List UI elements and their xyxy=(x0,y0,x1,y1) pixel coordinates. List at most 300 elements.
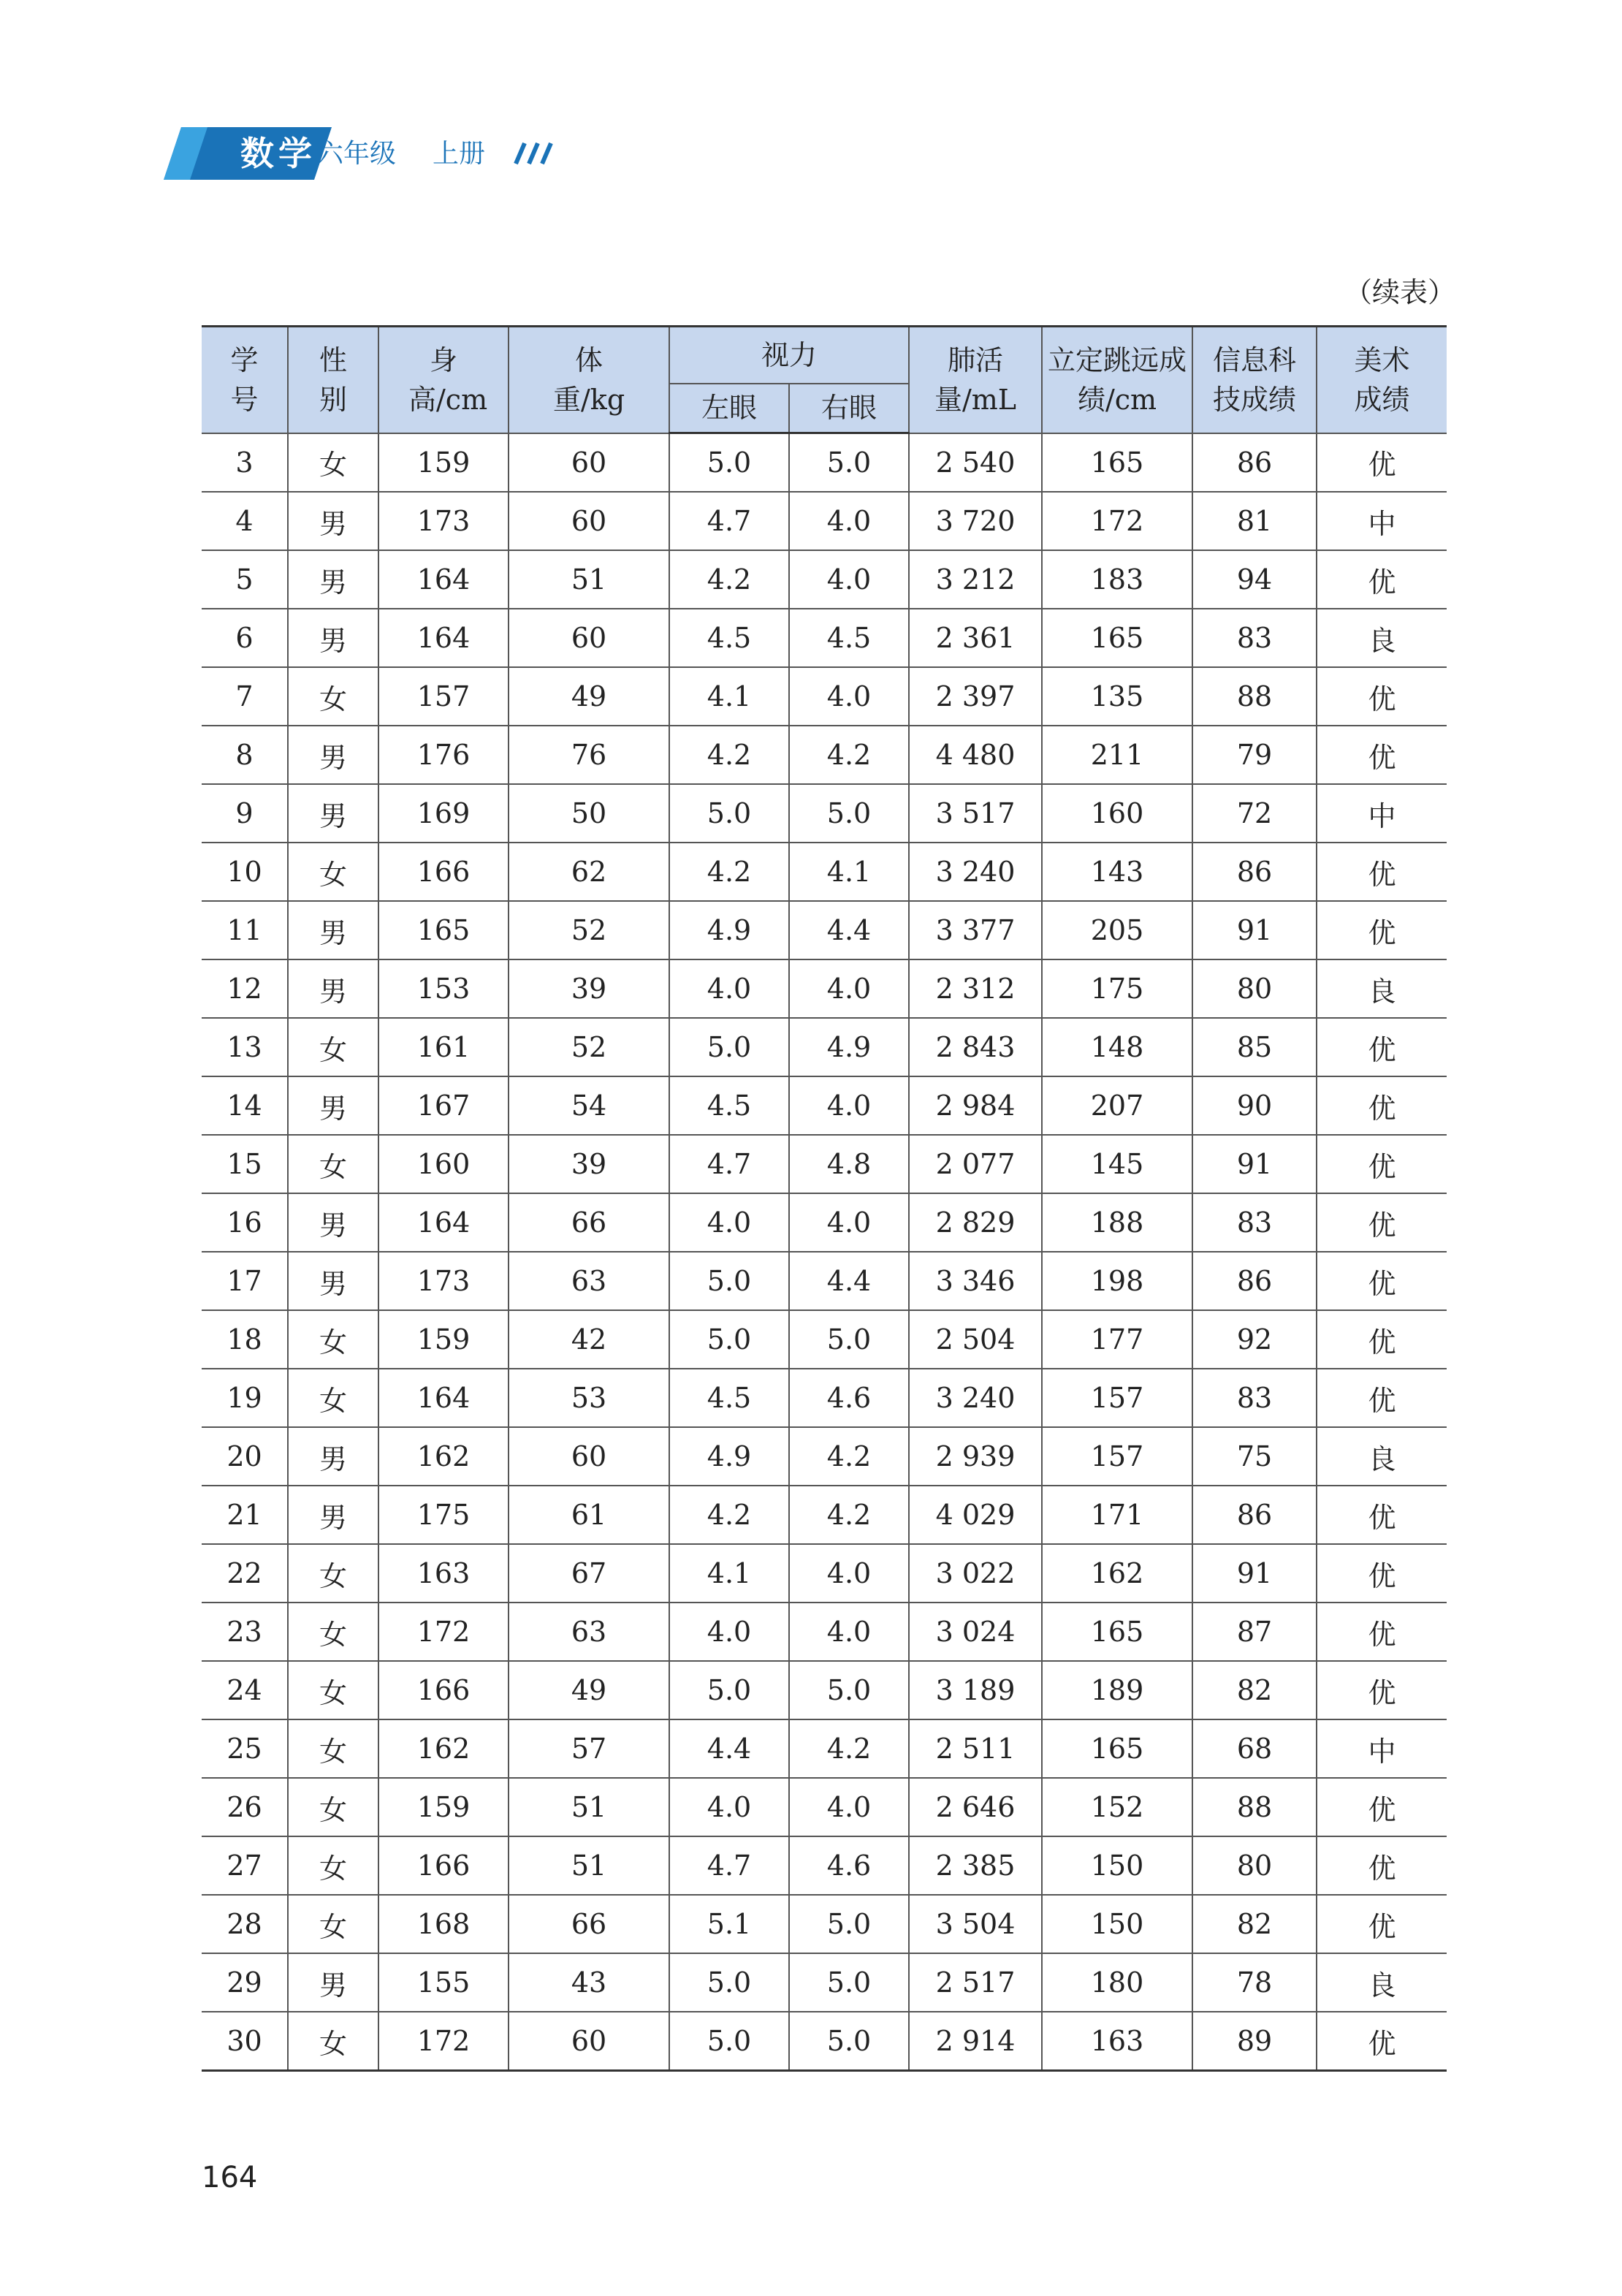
table-row xyxy=(202,1836,1447,1895)
table-row xyxy=(202,1603,1447,1661)
cell-long-jump: 205 xyxy=(1042,901,1192,959)
cell-lung-capacity: 2 511 xyxy=(909,1719,1042,1778)
cell-lung-capacity: 2 939 xyxy=(909,1427,1042,1486)
cell-long-jump: 157 xyxy=(1042,1427,1192,1486)
cell-student-id: 28 xyxy=(202,1895,288,1953)
cell-height: 164 xyxy=(378,609,509,667)
cell-right-eye: 4.2 xyxy=(789,1486,909,1544)
cell-art-grade: 优 xyxy=(1317,1661,1447,1719)
table-row xyxy=(202,726,1447,784)
cell-height: 176 xyxy=(378,726,509,784)
cell-height: 165 xyxy=(378,901,509,959)
cell-right-eye: 4.0 xyxy=(789,1778,909,1836)
cell-it-score: 92 xyxy=(1192,1310,1317,1369)
cell-it-score: 83 xyxy=(1192,1193,1317,1252)
table-row xyxy=(202,1719,1447,1778)
cell-height: 159 xyxy=(378,433,509,493)
cell-left-eye: 5.1 xyxy=(669,1895,789,1953)
cell-lung-capacity: 3 346 xyxy=(909,1252,1042,1310)
cell-student-id: 20 xyxy=(202,1427,288,1486)
cell-weight: 50 xyxy=(509,784,669,843)
cell-weight: 53 xyxy=(509,1369,669,1427)
cell-it-score: 68 xyxy=(1192,1719,1317,1778)
cell-student-id: 26 xyxy=(202,1778,288,1836)
cell-gender: 男 xyxy=(288,609,378,667)
cell-art-grade: 优 xyxy=(1317,1076,1447,1135)
cell-student-id: 25 xyxy=(202,1719,288,1778)
header-gender: 性别 xyxy=(288,327,378,433)
cell-it-score: 89 xyxy=(1192,2012,1317,2071)
cell-art-grade: 优 xyxy=(1317,1895,1447,1953)
cell-lung-capacity: 3 720 xyxy=(909,492,1042,550)
cell-height: 166 xyxy=(378,1661,509,1719)
cell-gender: 女 xyxy=(288,1369,378,1427)
cell-right-eye: 5.0 xyxy=(789,433,909,493)
cell-gender: 女 xyxy=(288,1018,378,1076)
table-row xyxy=(202,901,1447,959)
cell-it-score: 86 xyxy=(1192,433,1317,493)
cell-left-eye: 5.0 xyxy=(669,2012,789,2071)
cell-art-grade: 良 xyxy=(1317,959,1447,1018)
cell-right-eye: 5.0 xyxy=(789,1661,909,1719)
cell-long-jump: 165 xyxy=(1042,1603,1192,1661)
cell-gender: 男 xyxy=(288,1427,378,1486)
cell-left-eye: 5.0 xyxy=(669,1310,789,1369)
cell-left-eye: 4.5 xyxy=(669,1076,789,1135)
cell-gender: 女 xyxy=(288,433,378,493)
cell-long-jump: 211 xyxy=(1042,726,1192,784)
cell-student-id: 14 xyxy=(202,1076,288,1135)
cell-long-jump: 145 xyxy=(1042,1135,1192,1193)
table-row xyxy=(202,1544,1447,1603)
subject-title: 数学 xyxy=(240,134,316,173)
cell-lung-capacity: 4 029 xyxy=(909,1486,1042,1544)
header-lung-capacity: 肺活量/mL xyxy=(909,327,1042,433)
cell-left-eye: 4.2 xyxy=(669,1486,789,1544)
cell-left-eye: 4.1 xyxy=(669,1544,789,1603)
table-row xyxy=(202,609,1447,667)
cell-weight: 43 xyxy=(509,1953,669,2012)
cell-left-eye: 4.9 xyxy=(669,901,789,959)
cell-weight: 39 xyxy=(509,959,669,1018)
cell-weight: 60 xyxy=(509,492,669,550)
cell-weight: 57 xyxy=(509,1719,669,1778)
cell-right-eye: 4.4 xyxy=(789,901,909,959)
cell-it-score: 82 xyxy=(1192,1895,1317,1953)
cell-lung-capacity: 2 504 xyxy=(909,1310,1042,1369)
cell-height: 173 xyxy=(378,1252,509,1310)
cell-right-eye: 4.0 xyxy=(789,1076,909,1135)
cell-left-eye: 4.5 xyxy=(669,609,789,667)
student-data-table xyxy=(202,325,1447,2072)
header-it-score: 信息科技成绩 xyxy=(1192,327,1317,433)
cell-long-jump: 172 xyxy=(1042,492,1192,550)
cell-weight: 60 xyxy=(509,433,669,493)
cell-it-score: 90 xyxy=(1192,1076,1317,1135)
volume-label: 上册 xyxy=(433,139,486,169)
cell-art-grade: 良 xyxy=(1317,609,1447,667)
cell-right-eye: 4.0 xyxy=(789,1603,909,1661)
cell-height: 175 xyxy=(378,1486,509,1544)
cell-gender: 男 xyxy=(288,1193,378,1252)
cell-weight: 60 xyxy=(509,2012,669,2071)
cell-lung-capacity: 3 212 xyxy=(909,550,1042,609)
cell-right-eye: 5.0 xyxy=(789,1895,909,1953)
cell-art-grade: 优 xyxy=(1317,1018,1447,1076)
cell-left-eye: 4.2 xyxy=(669,726,789,784)
cell-right-eye: 4.0 xyxy=(789,667,909,726)
cell-it-score: 87 xyxy=(1192,1603,1317,1661)
cell-it-score: 81 xyxy=(1192,492,1317,550)
cell-left-eye: 4.0 xyxy=(669,1778,789,1836)
cell-art-grade: 中 xyxy=(1317,492,1447,550)
header-long-jump: 立定跳远成绩/cm xyxy=(1042,327,1192,433)
cell-weight: 76 xyxy=(509,726,669,784)
cell-it-score: 80 xyxy=(1192,959,1317,1018)
cell-it-score: 82 xyxy=(1192,1661,1317,1719)
cell-student-id: 24 xyxy=(202,1661,288,1719)
cell-long-jump: 150 xyxy=(1042,1895,1192,1953)
cell-height: 168 xyxy=(378,1895,509,1953)
cell-lung-capacity: 2 517 xyxy=(909,1953,1042,2012)
cell-it-score: 72 xyxy=(1192,784,1317,843)
cell-lung-capacity: 2 077 xyxy=(909,1135,1042,1193)
cell-gender: 女 xyxy=(288,1778,378,1836)
cell-gender: 女 xyxy=(288,2012,378,2071)
cell-lung-capacity: 2 397 xyxy=(909,667,1042,726)
cell-height: 166 xyxy=(378,843,509,901)
cell-lung-capacity: 2 843 xyxy=(909,1018,1042,1076)
cell-long-jump: 171 xyxy=(1042,1486,1192,1544)
cell-long-jump: 175 xyxy=(1042,959,1192,1018)
cell-it-score: 91 xyxy=(1192,1135,1317,1193)
cell-weight: 42 xyxy=(509,1310,669,1369)
cell-gender: 男 xyxy=(288,726,378,784)
table-row xyxy=(202,1310,1447,1369)
cell-it-score: 86 xyxy=(1192,843,1317,901)
cell-left-eye: 4.2 xyxy=(669,843,789,901)
cell-gender: 女 xyxy=(288,667,378,726)
cell-it-score: 88 xyxy=(1192,1778,1317,1836)
cell-student-id: 13 xyxy=(202,1018,288,1076)
cell-lung-capacity: 3 517 xyxy=(909,784,1042,843)
cell-long-jump: 148 xyxy=(1042,1018,1192,1076)
cell-student-id: 19 xyxy=(202,1369,288,1427)
cell-lung-capacity: 2 646 xyxy=(909,1778,1042,1836)
cell-lung-capacity: 2 829 xyxy=(909,1193,1042,1252)
cell-student-id: 7 xyxy=(202,667,288,726)
cell-it-score: 80 xyxy=(1192,1836,1317,1895)
cell-gender: 女 xyxy=(288,1836,378,1895)
cell-gender: 男 xyxy=(288,1252,378,1310)
cell-long-jump: 157 xyxy=(1042,1369,1192,1427)
cell-gender: 女 xyxy=(288,1603,378,1661)
cell-left-eye: 5.0 xyxy=(669,784,789,843)
cell-weight: 51 xyxy=(509,1778,669,1836)
cell-student-id: 4 xyxy=(202,492,288,550)
cell-weight: 63 xyxy=(509,1603,669,1661)
cell-lung-capacity: 3 240 xyxy=(909,1369,1042,1427)
cell-left-eye: 4.1 xyxy=(669,667,789,726)
cell-student-id: 22 xyxy=(202,1544,288,1603)
cell-art-grade: 优 xyxy=(1317,1603,1447,1661)
cell-art-grade: 优 xyxy=(1317,1486,1447,1544)
cell-student-id: 16 xyxy=(202,1193,288,1252)
cell-long-jump: 189 xyxy=(1042,1661,1192,1719)
cell-weight: 62 xyxy=(509,843,669,901)
cell-it-score: 91 xyxy=(1192,1544,1317,1603)
cell-art-grade: 优 xyxy=(1317,1836,1447,1895)
cell-weight: 39 xyxy=(509,1135,669,1193)
table-body xyxy=(202,433,1447,2071)
header-art-grade: 美术成绩 xyxy=(1317,327,1447,433)
cell-gender: 女 xyxy=(288,1544,378,1603)
cell-it-score: 75 xyxy=(1192,1427,1317,1486)
cell-height: 157 xyxy=(378,667,509,726)
cell-weight: 66 xyxy=(509,1193,669,1252)
cell-art-grade: 优 xyxy=(1317,550,1447,609)
table-row xyxy=(202,2012,1447,2071)
cell-student-id: 10 xyxy=(202,843,288,901)
cell-it-score: 83 xyxy=(1192,1369,1317,1427)
table-row xyxy=(202,1661,1447,1719)
cell-long-jump: 207 xyxy=(1042,1076,1192,1135)
cell-art-grade: 优 xyxy=(1317,1310,1447,1369)
cell-right-eye: 4.9 xyxy=(789,1018,909,1076)
cell-lung-capacity: 3 240 xyxy=(909,843,1042,901)
table-row xyxy=(202,1369,1447,1427)
cell-gender: 女 xyxy=(288,1719,378,1778)
cell-height: 160 xyxy=(378,1135,509,1193)
cell-student-id: 27 xyxy=(202,1836,288,1895)
cell-lung-capacity: 3 189 xyxy=(909,1661,1042,1719)
cell-gender: 男 xyxy=(288,959,378,1018)
cell-it-score: 94 xyxy=(1192,550,1317,609)
cell-weight: 60 xyxy=(509,1427,669,1486)
cell-art-grade: 优 xyxy=(1317,1369,1447,1427)
cell-student-id: 29 xyxy=(202,1953,288,2012)
cell-art-grade: 优 xyxy=(1317,1135,1447,1193)
cell-height: 172 xyxy=(378,2012,509,2071)
cell-gender: 男 xyxy=(288,784,378,843)
cell-lung-capacity: 2 312 xyxy=(909,959,1042,1018)
cell-gender: 男 xyxy=(288,1076,378,1135)
cell-long-jump: 160 xyxy=(1042,784,1192,843)
cell-left-eye: 4.2 xyxy=(669,550,789,609)
cell-art-grade: 优 xyxy=(1317,1252,1447,1310)
cell-gender: 女 xyxy=(288,1661,378,1719)
table-row xyxy=(202,959,1447,1018)
cell-lung-capacity: 2 540 xyxy=(909,433,1042,493)
continued-table-label: （续表） xyxy=(1344,276,1455,308)
cell-height: 164 xyxy=(378,550,509,609)
table-row xyxy=(202,1778,1447,1836)
cell-student-id: 9 xyxy=(202,784,288,843)
cell-height: 172 xyxy=(378,1603,509,1661)
cell-left-eye: 5.0 xyxy=(669,1018,789,1076)
cell-height: 162 xyxy=(378,1719,509,1778)
cell-lung-capacity: 2 984 xyxy=(909,1076,1042,1135)
cell-right-eye: 4.6 xyxy=(789,1836,909,1895)
cell-gender: 男 xyxy=(288,901,378,959)
header-vision: 视力 xyxy=(669,327,909,384)
cell-right-eye: 4.5 xyxy=(789,609,909,667)
cell-student-id: 12 xyxy=(202,959,288,1018)
table-row xyxy=(202,1193,1447,1252)
cell-right-eye: 4.0 xyxy=(789,959,909,1018)
cell-height: 161 xyxy=(378,1018,509,1076)
cell-student-id: 15 xyxy=(202,1135,288,1193)
cell-long-jump: 183 xyxy=(1042,550,1192,609)
cell-art-grade: 优 xyxy=(1317,433,1447,493)
cell-right-eye: 5.0 xyxy=(789,1953,909,2012)
page-header xyxy=(164,124,573,197)
header-left-eye: 左眼 xyxy=(669,384,789,433)
cell-lung-capacity: 3 377 xyxy=(909,901,1042,959)
header-student-id: 学号 xyxy=(202,327,288,433)
table-row xyxy=(202,784,1447,843)
cell-right-eye: 4.0 xyxy=(789,1193,909,1252)
table-row xyxy=(202,1018,1447,1076)
cell-art-grade: 优 xyxy=(1317,667,1447,726)
cell-lung-capacity: 4 480 xyxy=(909,726,1042,784)
table-row xyxy=(202,667,1447,726)
cell-right-eye: 4.0 xyxy=(789,550,909,609)
cell-lung-capacity: 2 914 xyxy=(909,2012,1042,2071)
cell-left-eye: 5.0 xyxy=(669,1252,789,1310)
cell-long-jump: 163 xyxy=(1042,2012,1192,2071)
slashes-decoration-icon xyxy=(506,140,558,167)
cell-long-jump: 188 xyxy=(1042,1193,1192,1252)
cell-weight: 60 xyxy=(509,609,669,667)
table-row xyxy=(202,1486,1447,1544)
cell-left-eye: 4.4 xyxy=(669,1719,789,1778)
cell-lung-capacity: 3 504 xyxy=(909,1895,1042,1953)
cell-gender: 男 xyxy=(288,492,378,550)
cell-long-jump: 177 xyxy=(1042,1310,1192,1369)
cell-student-id: 23 xyxy=(202,1603,288,1661)
table-row xyxy=(202,492,1447,550)
header-right-eye: 右眼 xyxy=(789,384,909,433)
cell-weight: 51 xyxy=(509,1836,669,1895)
cell-weight: 52 xyxy=(509,901,669,959)
cell-gender: 女 xyxy=(288,1310,378,1369)
cell-gender: 男 xyxy=(288,1953,378,2012)
cell-height: 163 xyxy=(378,1544,509,1603)
cell-long-jump: 180 xyxy=(1042,1953,1192,2012)
cell-left-eye: 4.9 xyxy=(669,1427,789,1486)
cell-weight: 67 xyxy=(509,1544,669,1603)
cell-left-eye: 4.0 xyxy=(669,959,789,1018)
cell-lung-capacity: 2 361 xyxy=(909,609,1042,667)
table-row xyxy=(202,433,1447,493)
cell-weight: 63 xyxy=(509,1252,669,1310)
cell-gender: 女 xyxy=(288,1895,378,1953)
cell-right-eye: 4.0 xyxy=(789,492,909,550)
cell-it-score: 83 xyxy=(1192,609,1317,667)
cell-student-id: 21 xyxy=(202,1486,288,1544)
cell-long-jump: 198 xyxy=(1042,1252,1192,1310)
cell-student-id: 30 xyxy=(202,2012,288,2071)
cell-height: 162 xyxy=(378,1427,509,1486)
cell-weight: 52 xyxy=(509,1018,669,1076)
cell-art-grade: 中 xyxy=(1317,1719,1447,1778)
cell-lung-capacity: 3 024 xyxy=(909,1603,1042,1661)
grade-label: 六年级 xyxy=(317,139,397,169)
cell-student-id: 3 xyxy=(202,433,288,493)
cell-student-id: 6 xyxy=(202,609,288,667)
cell-art-grade: 优 xyxy=(1317,1778,1447,1836)
table-row xyxy=(202,1076,1447,1135)
cell-art-grade: 优 xyxy=(1317,1544,1447,1603)
cell-art-grade: 优 xyxy=(1317,1193,1447,1252)
table-row xyxy=(202,1895,1447,1953)
cell-long-jump: 165 xyxy=(1042,609,1192,667)
cell-left-eye: 4.0 xyxy=(669,1603,789,1661)
table-row xyxy=(202,1427,1447,1486)
cell-height: 155 xyxy=(378,1953,509,2012)
cell-student-id: 11 xyxy=(202,901,288,959)
cell-right-eye: 4.2 xyxy=(789,726,909,784)
cell-right-eye: 4.1 xyxy=(789,843,909,901)
cell-height: 167 xyxy=(378,1076,509,1135)
cell-long-jump: 143 xyxy=(1042,843,1192,901)
cell-right-eye: 5.0 xyxy=(789,1310,909,1369)
cell-right-eye: 4.2 xyxy=(789,1719,909,1778)
page-number: 164 xyxy=(202,2161,258,2194)
cell-it-score: 78 xyxy=(1192,1953,1317,2012)
cell-long-jump: 150 xyxy=(1042,1836,1192,1895)
cell-height: 164 xyxy=(378,1369,509,1427)
cell-left-eye: 4.7 xyxy=(669,1836,789,1895)
cell-gender: 男 xyxy=(288,1486,378,1544)
table-row xyxy=(202,550,1447,609)
cell-lung-capacity: 2 385 xyxy=(909,1836,1042,1895)
cell-weight: 54 xyxy=(509,1076,669,1135)
cell-it-score: 86 xyxy=(1192,1486,1317,1544)
cell-art-grade: 中 xyxy=(1317,784,1447,843)
header-height: 身高/cm xyxy=(378,327,509,433)
cell-student-id: 5 xyxy=(202,550,288,609)
cell-right-eye: 4.2 xyxy=(789,1427,909,1486)
cell-height: 159 xyxy=(378,1310,509,1369)
cell-student-id: 17 xyxy=(202,1252,288,1310)
cell-art-grade: 优 xyxy=(1317,726,1447,784)
cell-right-eye: 4.4 xyxy=(789,1252,909,1310)
cell-long-jump: 152 xyxy=(1042,1778,1192,1836)
cell-it-score: 85 xyxy=(1192,1018,1317,1076)
cell-long-jump: 165 xyxy=(1042,1719,1192,1778)
cell-right-eye: 4.6 xyxy=(789,1369,909,1427)
table-row xyxy=(202,843,1447,901)
cell-it-score: 86 xyxy=(1192,1252,1317,1310)
cell-left-eye: 4.7 xyxy=(669,492,789,550)
cell-it-score: 88 xyxy=(1192,667,1317,726)
cell-long-jump: 165 xyxy=(1042,433,1192,493)
cell-long-jump: 162 xyxy=(1042,1544,1192,1603)
cell-height: 153 xyxy=(378,959,509,1018)
cell-right-eye: 5.0 xyxy=(789,784,909,843)
cell-it-score: 79 xyxy=(1192,726,1317,784)
cell-lung-capacity: 3 022 xyxy=(909,1544,1042,1603)
cell-height: 166 xyxy=(378,1836,509,1895)
cell-art-grade: 优 xyxy=(1317,2012,1447,2071)
cell-weight: 66 xyxy=(509,1895,669,1953)
cell-it-score: 91 xyxy=(1192,901,1317,959)
cell-weight: 51 xyxy=(509,550,669,609)
cell-right-eye: 4.0 xyxy=(789,1544,909,1603)
cell-left-eye: 5.0 xyxy=(669,1953,789,2012)
